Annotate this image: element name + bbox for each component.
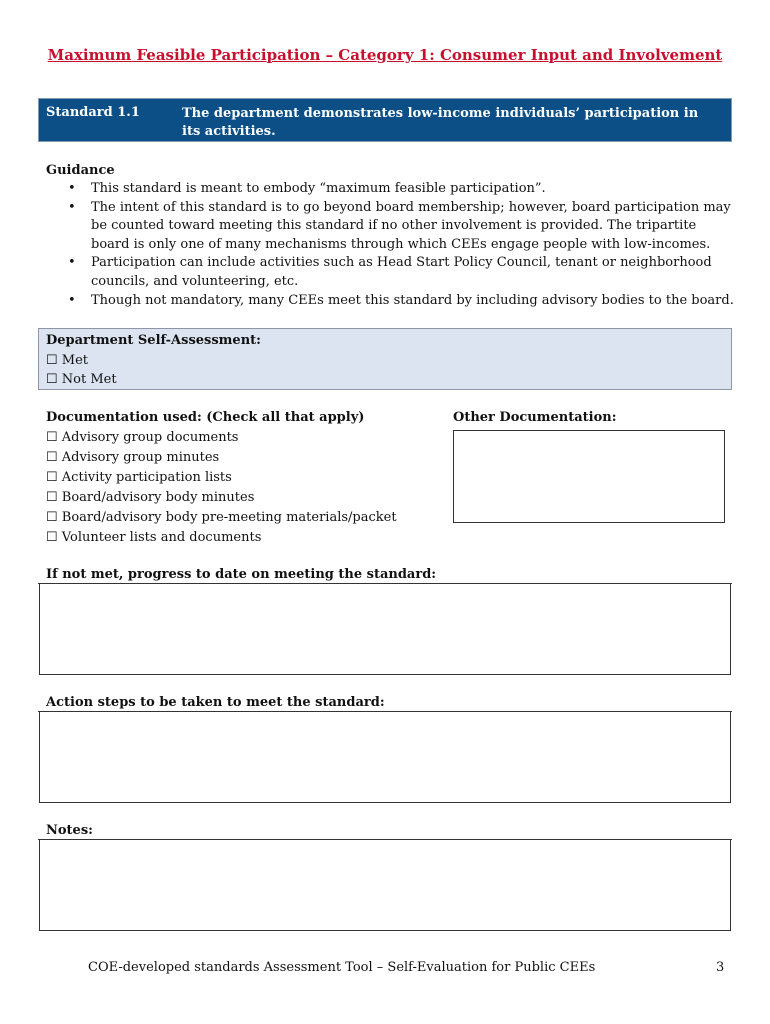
checkbox-icon[interactable]: ☐	[46, 372, 58, 387]
guidance-item-text: The intent of this standard is to go beyond board membership; however, board participation may be counted toward meeting this standard if no other involvement is provided. The tripartite board is only one of many mechanisms through which CEEs engage people with low-incomes.	[91, 199, 731, 252]
documentation-option[interactable]	[46, 448, 397, 468]
progress-field[interactable]	[39, 583, 731, 675]
guidance-item-text: Though not mandatory, many CEEs meet this standard by including advisory bodies to the board.	[91, 292, 734, 308]
guidance-item-text: Participation can include activities such as Head Start Policy Council, tenant or neighborhood councils, and volunteering, etc.	[91, 255, 712, 289]
standard-header-bar	[38, 98, 732, 142]
progress-heading: If not met, progress to date on meeting the standard:	[46, 567, 437, 582]
action-steps-field[interactable]	[39, 711, 731, 803]
documentation-option-label: Board/advisory body minutes	[61, 490, 255, 505]
documentation-option[interactable]	[46, 468, 397, 488]
action-steps-heading: Action steps to be taken to meet the standard:	[46, 695, 385, 710]
other-documentation-field[interactable]	[453, 430, 725, 523]
option-not-met-label: Not Met	[61, 372, 117, 387]
checkbox-icon[interactable]: ☐	[46, 490, 58, 505]
documentation-option-label: Board/advisory body pre-meeting materials/packet	[61, 510, 397, 525]
documentation-option[interactable]	[46, 528, 397, 548]
documentation-option[interactable]	[46, 428, 397, 448]
self-assessment-heading: Department Self-Assessment:	[46, 333, 261, 348]
notes-field[interactable]	[39, 839, 731, 931]
other-documentation-heading: Other Documentation:	[453, 410, 617, 425]
page-number: 3	[716, 960, 725, 975]
checkbox-icon[interactable]: ☐	[46, 352, 58, 368]
guidance-item	[46, 199, 736, 255]
guidance-section	[46, 161, 736, 310]
self-assessment-box	[38, 328, 732, 390]
notes-heading: Notes:	[46, 823, 93, 838]
guidance-list	[46, 180, 736, 310]
documentation-option-label: Volunteer lists and documents	[61, 530, 262, 545]
bullet-icon: •	[68, 181, 76, 196]
documentation-section	[46, 408, 397, 548]
guidance-item-text: This standard is meant to embody “maximum feasible participation”.	[91, 181, 546, 196]
footer-text: COE-developed standards Assessment Tool – Self-Evaluation for Public CEEs	[88, 960, 596, 975]
checkbox-icon[interactable]: ☐	[46, 450, 58, 465]
page-title: Maximum Feasible Participation – Category 1: Consumer Input and Involvement	[47, 46, 723, 64]
guidance-item	[46, 254, 736, 291]
documentation-heading: Documentation used: (Check all that apply)	[46, 410, 365, 425]
documentation-option-label: Advisory group documents	[61, 430, 239, 445]
checkbox-icon[interactable]: ☐	[46, 430, 58, 445]
option-met[interactable]	[46, 351, 261, 371]
checkbox-icon[interactable]: ☐	[46, 510, 58, 525]
option-not-met[interactable]	[46, 370, 261, 390]
documentation-option-label: Activity participation lists	[61, 470, 232, 485]
guidance-heading: Guidance	[46, 163, 115, 178]
checkbox-icon[interactable]: ☐	[46, 470, 58, 485]
bullet-icon: •	[68, 292, 76, 308]
bullet-icon: •	[68, 199, 76, 215]
documentation-option[interactable]	[46, 508, 397, 528]
guidance-item	[46, 292, 736, 311]
documentation-option[interactable]	[46, 488, 397, 508]
guidance-item	[46, 180, 736, 199]
checkbox-icon[interactable]: ☐	[46, 530, 58, 545]
standard-id: Standard 1.1	[46, 105, 140, 120]
standard-description: The department demonstrates low-income individuals’ participation in its activities.	[182, 106, 699, 139]
documentation-option-label: Advisory group minutes	[61, 450, 220, 465]
bullet-icon: •	[68, 255, 76, 271]
option-met-label: Met	[61, 352, 89, 368]
